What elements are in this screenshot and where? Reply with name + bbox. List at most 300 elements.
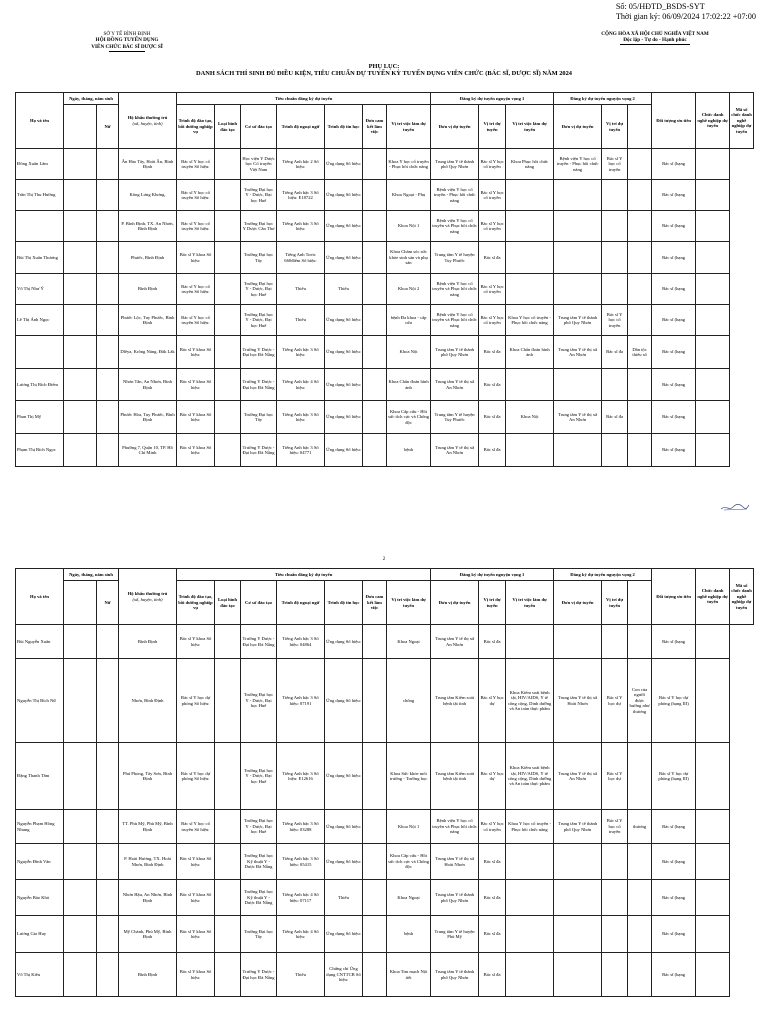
header-position-2: Vị trí việc làm dự tuyển (506, 105, 554, 149)
job-title-cell: Bác sĩ Y học dự phòng (hạng III) (652, 743, 696, 810)
header-post-2: Vị trí dự tuyển (602, 581, 628, 625)
wish2-post-cell: Bác sĩ Y học cổ truyền (602, 149, 628, 180)
table-row (16, 305, 754, 336)
digital-signature-stamp (616, 2, 756, 21)
wish1-post-cell: Bác sĩ Y học cổ truyền (479, 274, 506, 305)
commitment-cell (363, 274, 387, 305)
wish2-position-cell (506, 434, 554, 467)
job-code-cell (696, 180, 730, 211)
wish2-position-cell: Khoa Nội (506, 401, 554, 434)
wish2-unit-cell: Trung tâm Y tế thị xã Hoài Nhơn (554, 659, 602, 743)
wish2-unit-cell: Trung tâm Y tế thị xã An Nhơn (554, 336, 602, 369)
commitment-cell (363, 211, 387, 242)
wish2-unit-cell (554, 844, 602, 880)
header-name: Họ và tên (16, 569, 64, 625)
job-title-cell: Bác sĩ (hạng (652, 274, 696, 305)
commitment-cell (363, 810, 387, 844)
dob-male-cell (64, 149, 97, 180)
header-priority: Đối tượng ưu tiên (652, 569, 696, 625)
wish1-post-cell: Bác sĩ đa (479, 401, 506, 434)
dob-male-cell (64, 434, 97, 467)
job-code-cell (696, 880, 730, 916)
it-level-cell: Ứng dụng Số hiệu: (325, 659, 363, 743)
hometown-cell: P. Hoài Hương, TX. Hoài Nhơn, Bình Định (119, 844, 177, 880)
job-title-cell: Bác sĩ Y học dự phòng (hạng III) (652, 659, 696, 743)
wish1-position-cell: Khoa Nội 1 (387, 211, 431, 242)
header-position-1: Vị trí việc làm dự tuyển (387, 581, 431, 625)
candidate-name-cell: Võ Thị Như Ý (16, 274, 64, 305)
degree-cell: Bác sĩ Y học cổ truyền Số hiệu: (177, 180, 215, 211)
wish2-position-cell: Khoa Phục hồi chức năng (506, 149, 554, 180)
stamp-number: Số: 05/HĐTD_BSDS-SYT (615, 2, 705, 11)
wish2-post-cell (602, 180, 628, 211)
degree-cell: Bác sĩ Y học dự phòng Số hiệu: (177, 659, 215, 743)
language-level-cell: Tiếng Anh bậc 3 Số hiệu: 04771 (277, 434, 325, 467)
wish1-post-cell: Bác sĩ Y học dự (479, 659, 506, 743)
training-type-cell (215, 211, 241, 242)
training-type-cell (215, 916, 241, 953)
wish2-post-cell (602, 242, 628, 274)
wish2-unit-cell (554, 211, 602, 242)
header-job-title: Chức danh nghề nghiệp dự tuyển (696, 569, 730, 625)
wish2-position-cell (506, 180, 554, 211)
header-wish-2: Đăng ký dự tuyển nguyện vọng 2 (554, 569, 652, 581)
header-hometown-sub: (xã, huyện, tỉnh) (132, 596, 163, 602)
priority-cell (628, 880, 652, 916)
hometown-cell: Phú Phong, Tây Sơn, Bình Định (119, 743, 177, 810)
hometown-cell: Dlêya, Krông Năng, Đăk Lăk (119, 336, 177, 369)
wish1-position-cell: bệnh Đa khoa - cấp cứu (387, 305, 431, 336)
wish1-position-cell: Khoa Chăm sóc sức khỏe sinh sản và phụ sản (387, 242, 431, 274)
wish1-position-cell: Khoa Y học cổ truyền - Phục hồi chức năng (387, 149, 431, 180)
agency-line-2: HỘI ĐỒNG TUYỂN DỤNG (95, 37, 159, 44)
school-cell: Trường Y Dược - Đại học Đà Nẵng (241, 336, 277, 369)
dob-female-cell (97, 810, 119, 844)
candidate-name-cell: Bùi Thị Xuân Thương (16, 242, 64, 274)
dob-female-cell (97, 180, 119, 211)
dob-female-cell (97, 336, 119, 369)
training-type-cell (215, 810, 241, 844)
it-level-cell: Ứng dụng Số hiệu: (325, 369, 363, 401)
language-level-cell: Tiếng Anh bậc 3 Số hiệu: 07191 (277, 659, 325, 743)
candidate-name-cell: Võ Thị Kiều (16, 953, 64, 997)
degree-cell: Bác sĩ Y khoa Số hiệu: (177, 844, 215, 880)
wish2-post-cell (602, 844, 628, 880)
wish2-position-cell: Khoa Y học cổ truyền - Phục hồi chức năng (506, 305, 554, 336)
candidate-name-cell: Nguyễn Đình Văn (16, 844, 64, 880)
job-code-cell (696, 659, 730, 743)
hometown-cell: Phước Lộc, Tuy Phước, Bình Định (119, 305, 177, 336)
school-cell: Trường Đại học Y - Dược, Đại học Huế (241, 659, 277, 743)
wish2-unit-cell (554, 625, 602, 659)
school-cell: Trường Đại học Y Dược Cần Thơ (241, 211, 277, 242)
school-cell: Trường Y Dược - Đại học Đà Nẵng (241, 434, 277, 467)
language-level-cell: Tiếng Anh bậc 3 Số hiệu: E18722 (277, 180, 325, 211)
candidate-name-cell: Nguyễn Phạm Hồng Nhung (16, 810, 64, 844)
candidate-name-cell: Trần Thị Thu Hường (16, 180, 64, 211)
job-title-cell: Bác sĩ (hạng (652, 305, 696, 336)
language-level-cell: Tiếng Anh bậc 3 Số hiệu: 04864 (277, 625, 325, 659)
header-criteria: Tiêu chuẩn đăng ký dự tuyển (177, 93, 431, 105)
it-level-cell: Ứng dụng Số hiệu: (325, 336, 363, 369)
training-type-cell (215, 659, 241, 743)
language-level-cell: Thiếu (277, 305, 325, 336)
table-row (16, 810, 754, 844)
wish1-position-cell: Khoa Nội 1 (387, 810, 431, 844)
training-type-cell (215, 434, 241, 467)
table-row (16, 880, 754, 916)
hometown-cell: Kông Lơng Khơng, (119, 180, 177, 211)
wish1-post-cell: Bác sĩ Y học cổ truyền (479, 149, 506, 180)
it-level-cell: Ứng dụng Số hiệu: (325, 625, 363, 659)
commitment-cell (363, 305, 387, 336)
table-body-page-2 (16, 625, 754, 997)
job-title-cell: Bác sĩ (hạng (652, 180, 696, 211)
header-degree: Trình độ đào tạo, bồi dưỡng nghiệp vụ (177, 105, 215, 149)
header-job-code: Mã số chức danh nghề nghiệp dự tuyển (730, 93, 754, 149)
language-level-cell: Tiếng Anh bậc 2 Số hiệu: (277, 149, 325, 180)
wish1-unit-cell: Trung tâm Y tế thị xã An Nhơn (431, 625, 479, 659)
training-type-cell (215, 305, 241, 336)
commitment-cell (363, 180, 387, 211)
dob-male-cell (64, 242, 97, 274)
training-type-cell (215, 401, 241, 434)
wish2-position-cell (506, 369, 554, 401)
job-title-cell: Bác sĩ (hạng (652, 369, 696, 401)
school-cell: Trường Đại học Y - Dược, Đại học Huế (241, 274, 277, 305)
table-row (16, 336, 754, 369)
dob-female-cell (97, 916, 119, 953)
priority-cell: Dân tộc thiểu số (628, 336, 652, 369)
school-cell: Trường Y Dược - Đại học Đà Nẵng (241, 369, 277, 401)
school-cell: Trường Đại học Kỹ thuật Y - Dược Đà Nẵng (241, 880, 277, 916)
wish2-post-cell (602, 274, 628, 305)
hometown-cell: Phước, Bình Định (119, 242, 177, 274)
header-commit: Đơn cam kết làm việc (363, 581, 387, 625)
hometown-cell: Phường 7, Quận 10, TP. Hồ Chí Minh (119, 434, 177, 467)
dob-male-cell (64, 336, 97, 369)
job-code-cell (696, 336, 730, 369)
language-level-cell: Thiếu (277, 274, 325, 305)
wish1-position-cell: Khoa Ngoại - Phụ (387, 180, 431, 211)
job-title-cell: Bác sĩ (hạng (652, 211, 696, 242)
dob-female-cell (97, 149, 119, 180)
job-title-cell: Bác sĩ (hạng (652, 149, 696, 180)
wish2-post-cell (602, 953, 628, 997)
job-title-cell: Bác sĩ (hạng (652, 625, 696, 659)
degree-cell: Bác sĩ Y khoa Số hiệu: (177, 401, 215, 434)
candidate-name-cell: Lương Thị Bích Điểm (16, 369, 64, 401)
it-level-cell: Thiếu (325, 274, 363, 305)
wish2-post-cell (602, 434, 628, 467)
header-priority: Đối tượng ưu tiên (652, 93, 696, 149)
wish1-post-cell: Bác sĩ đa (479, 242, 506, 274)
motto-divider (620, 44, 690, 45)
header-hometown (119, 93, 177, 149)
job-title-cell: Bác sĩ (hạng (652, 844, 696, 880)
training-type-cell (215, 743, 241, 810)
job-code-cell (696, 844, 730, 880)
wish1-position-cell: Khoa Nội 2 (387, 274, 431, 305)
wish1-position-cell: Khoa Nội (387, 336, 431, 369)
training-type-cell (215, 149, 241, 180)
it-level-cell: Ứng dụng Số hiệu: (325, 401, 363, 434)
language-level-cell: Tiếng Anh bậc 3 Số hiệu: (277, 401, 325, 434)
commitment-cell (363, 916, 387, 953)
motto-line-2: Độc lập - Tự do - Hạnh phúc (623, 37, 687, 44)
language-level-cell: Tiếng Anh bậc 3 Số hiệu: E12616 (277, 743, 325, 810)
candidate-name-cell (16, 336, 64, 369)
candidate-name-cell: Lương Gia Huy (16, 916, 64, 953)
degree-cell: Bác sĩ Y khoa Số hiệu: (177, 953, 215, 997)
school-cell: Trường Đại học Y - Dược, Đại học Huế (241, 743, 277, 810)
priority-cell (628, 743, 652, 810)
wish1-post-cell: Bác sĩ đa (479, 844, 506, 880)
wish2-post-cell: Bác sĩ đa (602, 336, 628, 369)
job-title-cell: Bác sĩ (hạng (652, 401, 696, 434)
wish1-unit-cell: Trung tâm Y tế thị xã An Nhơn (431, 369, 479, 401)
school-cell: Trường Đại học Tây (241, 242, 277, 274)
wish2-position-cell (506, 844, 554, 880)
hometown-cell: Nhơn Tân, An Nhơn, Bình Định (119, 369, 177, 401)
degree-cell: Bác sĩ Y khoa Số hiệu: (177, 880, 215, 916)
wish1-post-cell: Bác sĩ đa (479, 953, 506, 997)
school-cell: Trường Y Dược - Đại học Đà Nẵng (241, 625, 277, 659)
dob-male-cell (64, 625, 97, 659)
degree-cell: Bác sĩ Y học cổ truyền Số hiệu: (177, 305, 215, 336)
it-level-cell: Ứng dụng Số hiệu: (325, 810, 363, 844)
hometown-cell: Nhơn, Bình Định (119, 659, 177, 743)
dob-female-cell (97, 401, 119, 434)
priority-cell (628, 369, 652, 401)
header-dob: Ngày, tháng, năm sinh (64, 569, 119, 581)
table-row (16, 401, 754, 434)
wish2-unit-cell (554, 274, 602, 305)
priority-cell (628, 242, 652, 274)
wish1-unit-cell: Trung tâm Y tế thành phố Quy Nhơn (431, 953, 479, 997)
wish2-position-cell: Khoa Y học cổ truyền - Phục hồi chức năng (506, 810, 554, 844)
dob-male-cell (64, 880, 97, 916)
wish2-position-cell: Khoa Kiểm soát bệnh tật, HIV/AIDS, Y tế công cộng, Dinh dưỡng và An toàn thực phẩm (506, 659, 554, 743)
candidate-name-cell: Bùi Nguyễn Xuân (16, 625, 64, 659)
commitment-cell (363, 659, 387, 743)
it-level-cell: Ứng dụng Số hiệu: (325, 242, 363, 274)
header-post-1: Vị trí dự tuyển (479, 105, 506, 149)
job-title-cell: Bác sĩ (hạng (652, 434, 696, 467)
wish1-position-cell: Khoa Cấp cứu - Hồi sức tích cực và Chống độc (387, 401, 431, 434)
agency-line-3: VIÊN CHỨC BÁC SĨ DƯỢC SĨ (91, 43, 163, 50)
degree-cell: Bác sĩ Y học cổ truyền Số hiệu: (177, 810, 215, 844)
hometown-cell: TT. Phù Mỹ, Phù Mỹ, Bình Định (119, 810, 177, 844)
table-row (16, 149, 754, 180)
language-level-cell: Tiếng Anh bậc 3 Số hiệu: 03288 (277, 810, 325, 844)
degree-cell: Bác sĩ Y học cổ truyền Số hiệu: (177, 274, 215, 305)
header-unit-2: Đơn vị dự tuyển (554, 105, 602, 149)
priority-cell (628, 953, 652, 997)
header-degree: Trình độ đào tạo, bồi dưỡng nghiệp vụ (177, 581, 215, 625)
header-hometown-label: Hộ khẩu thường trú (127, 115, 168, 121)
header-hometown-label: Hộ khẩu thường trú (127, 591, 168, 597)
wish1-unit-cell: Trung tâm Y tế thị xã Hoài Nhơn (431, 844, 479, 880)
header-language: Trình độ ngoại ngữ (277, 581, 325, 625)
language-level-cell: Tiếng Anh bậc 3 Số hiệu: (277, 211, 325, 242)
hometown-cell: Bình Định (119, 953, 177, 997)
header-position-2: Vị trí việc làm dự tuyển (506, 581, 554, 625)
wish2-unit-cell (554, 369, 602, 401)
wish1-post-cell: Bác sĩ đa (479, 880, 506, 916)
wish1-unit-cell: Bệnh viện Y học cổ truyền và Phục hồi chức năng (431, 274, 479, 305)
dob-female-cell (97, 625, 119, 659)
job-code-cell (696, 242, 730, 274)
commitment-cell (363, 953, 387, 997)
wish2-post-cell: Bác sĩ đa (602, 401, 628, 434)
document-title (0, 63, 768, 78)
dob-female-cell (97, 880, 119, 916)
wish1-position-cell: Khoa Ngoại (387, 880, 431, 916)
dob-female-cell (97, 211, 119, 242)
commitment-cell (363, 401, 387, 434)
commitment-cell (363, 149, 387, 180)
job-title-cell: Bác sĩ (hạng (652, 242, 696, 274)
candidate-name-cell: Nguyễn Thị Bích Nữ (16, 659, 64, 743)
dob-male-cell (64, 274, 97, 305)
language-level-cell: Tiếng Anh bậc 4 Số hiệu: 07117 (277, 880, 325, 916)
language-level-cell: Tiếng Anh bậc 4 Số hiệu: (277, 916, 325, 953)
job-code-cell (696, 953, 730, 997)
candidate-name-cell: Đồng Xuân Lâm (16, 149, 64, 180)
hometown-cell: Ân Hảo Tây, Hoài Ân, Bình Định (119, 149, 177, 180)
dob-female-cell (97, 659, 119, 743)
language-level-cell: Tiếng Anh bậc 3 Số hiệu: 05415 (277, 844, 325, 880)
it-level-cell: Chứng chỉ Ứng dụng CNTTCB Số hiệu: (325, 953, 363, 997)
wish1-unit-cell: Trung tâm Y tế thành phố Quy Nhơn (431, 149, 479, 180)
it-level-cell: Ứng dụng Số hiệu: (325, 743, 363, 810)
hometown-cell: Mỹ Chánh, Phù Mỹ, Bình Định (119, 916, 177, 953)
job-title-cell: Bác sĩ (hạng (652, 916, 696, 953)
document-page-2 (0, 540, 768, 1024)
signature-scribble-icon (720, 500, 750, 512)
wish2-unit-cell (554, 916, 602, 953)
motto-line-1: CỘNG HÒA XÃ HỘI CHỦ NGHĨA VIỆT NAM (601, 31, 709, 37)
dob-male-cell (64, 810, 97, 844)
it-level-cell: Ứng dụng Số hiệu: (325, 434, 363, 467)
school-cell: Trường Đại học Tây (241, 401, 277, 434)
it-level-cell: Thiếu (325, 880, 363, 916)
header-school: Cơ sở đào tạo (241, 581, 277, 625)
header-unit-1: Đơn vị dự tuyển (431, 105, 479, 149)
wish1-unit-cell: Trung tâm Y tế thành phố Quy Nhơn (431, 880, 479, 916)
commitment-cell (363, 743, 387, 810)
dob-male-cell (64, 844, 97, 880)
wish1-unit-cell: Trung tâm Kiểm soát bệnh tật tỉnh (431, 743, 479, 810)
language-level-cell: Thiếu (277, 953, 325, 997)
job-code-cell (696, 369, 730, 401)
wish2-unit-cell (554, 880, 602, 916)
degree-cell: Bác sĩ Y khoa Số hiệu: (177, 916, 215, 953)
it-level-cell: Ứng dụng Số hiệu: (325, 916, 363, 953)
wish1-post-cell: Bác sĩ đa (479, 369, 506, 401)
wish2-position-cell (506, 211, 554, 242)
wish1-post-cell: Bác sĩ đa (479, 336, 506, 369)
hometown-cell: Nhơn Hậu, An Nhơn, Bình Định (119, 880, 177, 916)
degree-cell: Bác sĩ Y khoa Số hiệu: (177, 369, 215, 401)
title-line-2: DANH SÁCH THÍ SINH ĐỦ ĐIỀU KIỆN, TIÊU CHUẨN DỰ TUYỂN KỲ TUYỂN DỤNG VIÊN CHỨC (BÁC SĨ, DƯỢC SĨ) NĂM 2024 (196, 70, 572, 78)
job-title-cell: Bác sĩ (hạng (652, 880, 696, 916)
national-motto (560, 31, 750, 45)
priority-cell (628, 434, 652, 467)
training-type-cell (215, 336, 241, 369)
wish1-unit-cell: Trung tâm Y tế huyện Phù Mỹ (431, 916, 479, 953)
job-title-cell: Bác sĩ (hạng (652, 810, 696, 844)
stamp-time: Thời gian ký: 06/09/2024 17:02:22 +07:00 (615, 11, 756, 21)
header-female: Nữ (97, 105, 119, 149)
job-code-cell (696, 810, 730, 844)
training-type-cell (215, 625, 241, 659)
job-title-cell: Bác sĩ (hạng (652, 336, 696, 369)
dob-female-cell (97, 953, 119, 997)
header-job-code: Mã số chức danh nghề nghiệp dự tuyển (730, 569, 754, 625)
priority-cell (628, 401, 652, 434)
job-code-cell (696, 274, 730, 305)
commitment-cell (363, 434, 387, 467)
job-code-cell (696, 149, 730, 180)
degree-cell: Bác sĩ Y học cổ truyền Số hiệu: (177, 149, 215, 180)
training-type-cell (215, 180, 241, 211)
wish2-position-cell (506, 242, 554, 274)
training-type-cell (215, 274, 241, 305)
dob-female-cell (97, 434, 119, 467)
header-hometown (119, 569, 177, 625)
priority-cell (628, 625, 652, 659)
wish2-unit-cell: Trung tâm Y tế thị xã An Nhơn (554, 743, 602, 810)
candidate-name-cell (16, 211, 64, 242)
degree-cell: Bác sĩ Y khoa Số hiệu: (177, 434, 215, 467)
wish1-post-cell: Bác sĩ Y học cổ truyền (479, 810, 506, 844)
job-code-cell (696, 211, 730, 242)
school-cell: Trường Đại học Tây (241, 916, 277, 953)
priority-cell (628, 305, 652, 336)
header-language: Trình độ ngoại ngữ (277, 105, 325, 149)
table-row (16, 434, 754, 467)
page-number: 2 (382, 557, 386, 562)
wish2-unit-cell: Trung tâm Y tế thành phố Quy Nhơn (554, 305, 602, 336)
header-training-type: Loại hình đào tạo (215, 581, 241, 625)
dob-male-cell (64, 180, 97, 211)
it-level-cell: Ứng dụng Số hiệu: (325, 180, 363, 211)
header-male (64, 105, 97, 149)
candidate-name-cell: Phan Thị Mỹ (16, 401, 64, 434)
hometown-cell: Phước Hòa, Tuy Phước, Bình Định (119, 401, 177, 434)
school-cell: Trường Y Dược - Đại học Đà Nẵng (241, 953, 277, 997)
wish1-position-cell: chống (387, 659, 431, 743)
dob-female-cell (97, 369, 119, 401)
degree-cell: Bác sĩ Y học cổ truyền Số hiệu: (177, 211, 215, 242)
priority-cell: Con của người được hưởng như thương (628, 659, 652, 743)
header-female: Nữ (97, 581, 119, 625)
wish1-post-cell: Bác sĩ đa (479, 625, 506, 659)
header-divider (109, 51, 145, 52)
wish1-unit-cell: Trung tâm Y tế huyện Tuy Phước (431, 401, 479, 434)
agency-line-1: SỞ Y TẾ BÌNH ĐỊNH (103, 31, 151, 37)
wish1-position-cell: Khoa Chẩn đoán hình ảnh (387, 369, 431, 401)
header-hometown-sub: (xã, huyện, tỉnh) (132, 120, 163, 126)
wish1-post-cell: Bác sĩ đa (479, 434, 506, 467)
wish1-position-cell: bệnh (387, 916, 431, 953)
wish2-post-cell (602, 916, 628, 953)
header-dob: Ngày, tháng, năm sinh (64, 93, 119, 105)
header-post-2: Vị trí dự tuyển (602, 105, 628, 149)
training-type-cell (215, 369, 241, 401)
